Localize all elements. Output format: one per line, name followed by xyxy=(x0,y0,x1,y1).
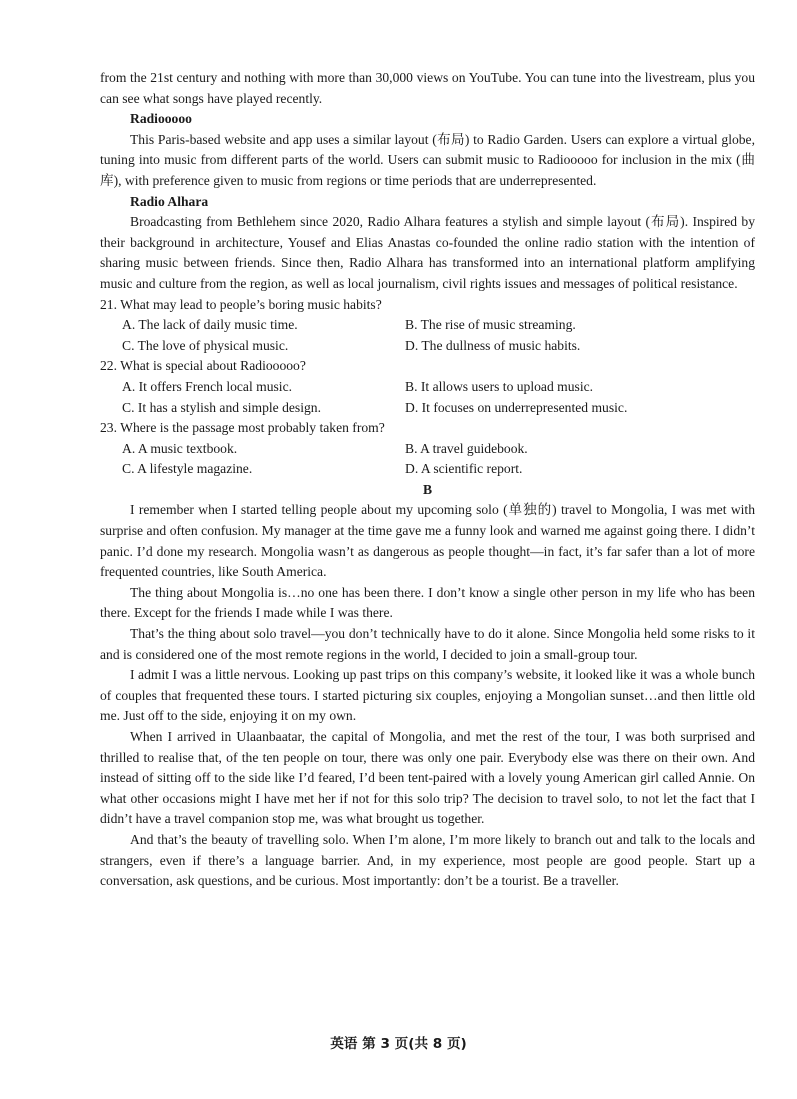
question-stem: 22. What is special about Radiooooo? xyxy=(100,358,306,374)
site-description-radiooooo: This Paris-based website and app uses a similar layout (布局) to Radio Garden. Users can explore a virtual globe, tuning into music from different parts of the world. Users can submit music to Radiooooo for inclusion in the mix (曲库), with preference given to music from regions or time periods that are underrepresented. xyxy=(100,131,755,188)
question-options xyxy=(100,315,755,356)
question-stem: 21. What may lead to people’s boring music habits? xyxy=(100,296,382,312)
exam-page-content xyxy=(100,68,755,892)
option-d: D. The dullness of music habits. xyxy=(405,337,581,353)
option-d: D. It focuses on underrepresented music. xyxy=(405,399,628,415)
passage-b-paragraph: I remember when I started telling people about my upcoming solo (单独的) travel to Mongolia, I was met with surprise and often confusion. My manager at the time gave me a funny look and warned me against going there. I didn’t panic. I’d done my research. Mongolia wasn’t as dangerous as people thought—in fact, it’s far safer than a lot of more frequented countries, like South America. xyxy=(100,502,755,580)
passage-b-paragraph: The thing about Mongolia is…no one has been there. I don’t know a single other person in my life who has been there. Except for the friends I made while I was there. xyxy=(100,584,755,621)
option-c: C. It has a stylish and simple design. xyxy=(122,399,321,415)
question-21 xyxy=(100,295,755,357)
option-d: D. A scientific report. xyxy=(405,461,523,477)
option-b: B. It allows users to upload music. xyxy=(405,378,594,394)
intro-continuation: from the 21st century and nothing with more than 30,000 views on YouTube. You can tune into the livestream, plus you can see what songs have played recently. xyxy=(100,70,755,106)
option-a: A. The lack of daily music time. xyxy=(122,317,298,333)
passage-b-paragraph: That’s the thing about solo travel—you don’t technically have to do it alone. Since Mongolia held some risks to it and is considered one of the most remote regions in the world, I decided to join a small-group tour. xyxy=(100,626,755,662)
passage-b-paragraph: When I arrived in Ulaanbaatar, the capital of Mongolia, and met the rest of the tour, I was both surprised and thrilled to realise that, of the ten people on tour, there was only one pair. Everybody else was there on their own. And instead of sitting off to the side like I’d feared, I’d been tent-paired with a lovely young American girl called Annie. On what other occasions might I have met her if not for this solo trip? The decision to travel solo, to not let the fact that I didn’t have a travel companion stop me, was what brought us together. xyxy=(100,729,755,827)
section-b-heading: B xyxy=(422,481,433,497)
option-b: B. The rise of music streaming. xyxy=(405,317,576,333)
page-footer: 英语 第 3 页(共 8 页) xyxy=(330,1036,467,1052)
site-heading-radio-alhara: Radio Alhara xyxy=(130,193,209,209)
question-stem: 23. Where is the passage most probably taken from? xyxy=(100,420,385,436)
site-description-radio-alhara: Broadcasting from Bethlehem since 2020, Radio Alhara features a stylish and simple layout (布局). Inspired by their background in architecture, Yousef and Elias Anastas co-founded the online radio station with the intention of sharing music between friends. Since then, Radio Alhara has transformed into an international platform amplifying music and culture from the region, as well as local journalism, civil rights issues and messages of political resistance. xyxy=(100,214,755,291)
option-b: B. A travel guidebook. xyxy=(405,440,528,456)
question-options xyxy=(100,439,755,480)
passage-b-paragraph: I admit I was a little nervous. Looking up past trips on this company’s website, it looked like it was a whole bunch of couples that frequented these tours. I started picturing six couples, enjoying a Mongolian sunset…and then little old me. Just off to the side, enjoying it on my own. xyxy=(100,667,755,724)
passage-b-paragraph: And that’s the beauty of travelling solo. When I’m alone, I’m more likely to branch out and talk to the locals and strangers, even if there’s a language barrier. And, in my experience, most people are good people. Start up a conversation, ask questions, and be curious. Most importantly: don’t be a tourist. Be a traveller. xyxy=(100,831,755,889)
option-a: A. A music textbook. xyxy=(122,440,238,456)
question-23 xyxy=(100,418,755,480)
question-22 xyxy=(100,356,755,418)
site-heading-radiooooo: Radiooooo xyxy=(130,111,192,127)
option-c: C. A lifestyle magazine. xyxy=(122,461,253,477)
option-c: C. The love of physical music. xyxy=(122,337,289,353)
question-options xyxy=(100,377,755,418)
option-a: A. It offers French local music. xyxy=(122,378,293,394)
